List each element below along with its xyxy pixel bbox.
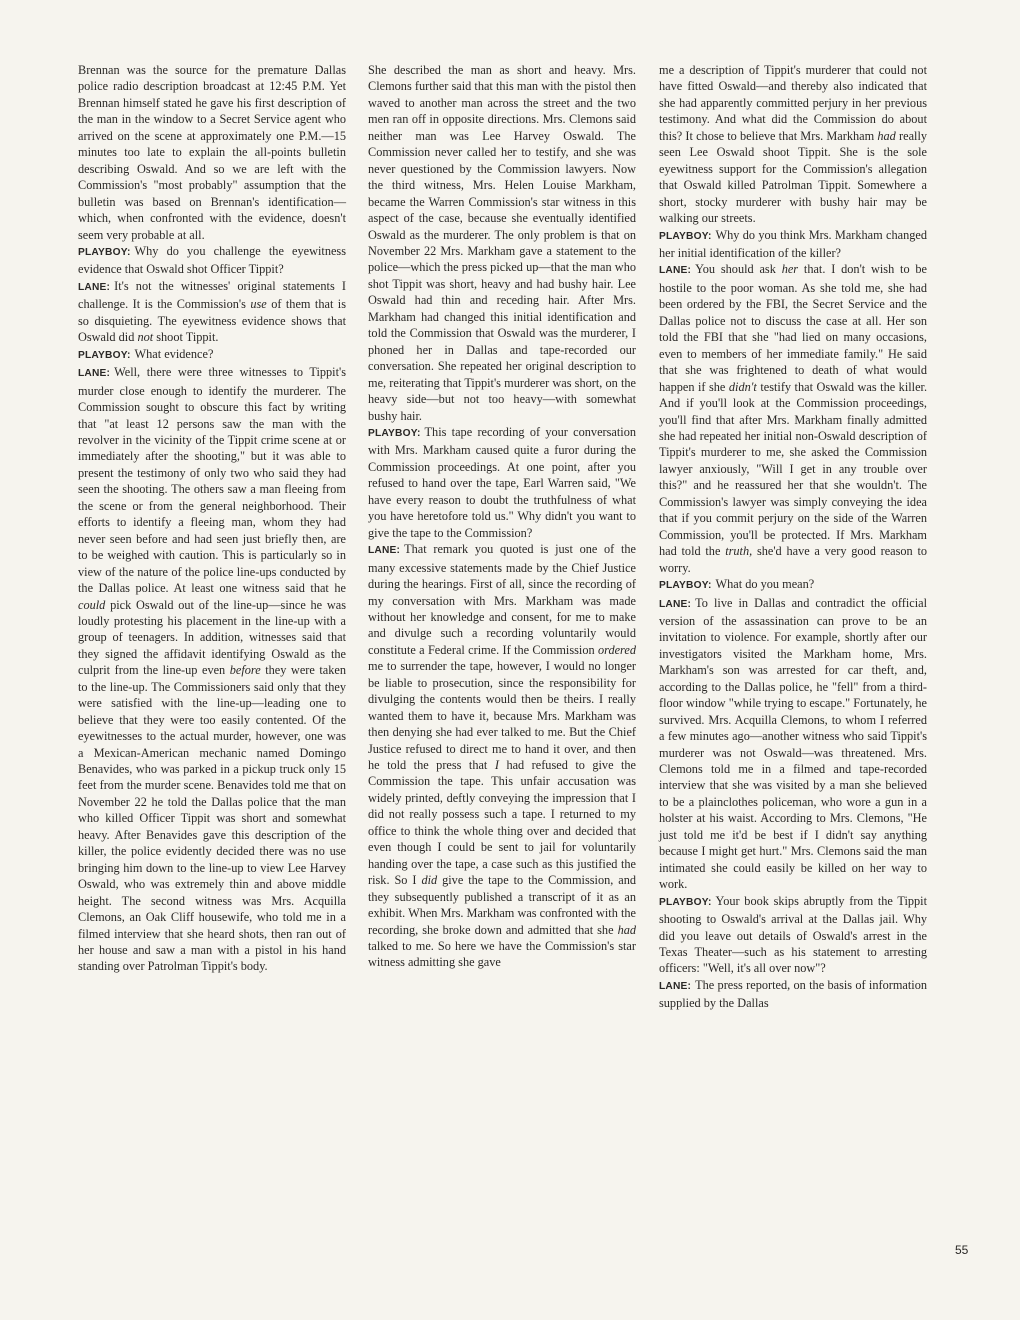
paragraph-text: talked to me. So here we have the Commission's star witness admitting she gave <box>368 939 636 970</box>
paragraph-text: That remark you quoted is just one of the many excessive statements made by the Chief Justice during the hearings. First of all, since the recording of my conversation with Mrs. Markham was made without her knowledge and consent, for me to make and divulge such a recording voluntarily would constitute a Federal crime. If the Commission <box>368 542 636 657</box>
paragraph <box>659 261 927 576</box>
page-number: 55 <box>955 1243 969 1257</box>
paragraph-text: To live in Dallas and contradict the official version of the assassination can prove to be an invitation to violence. For example, shortly after our investigators visited the Markham home, Mrs. Markham's son was arrested for car theft, and, according to the Dallas police, he "fell" from a third-floor window "while trying to escape." Fortunately, he survived. Mrs. Acquilla Clemons, to whom I referred a few minutes ago—another witness who said Tippit's murderer was not Oswald—was threatened. Mrs. Clemons told me in a filmed and tape-recorded interview that she was visited by a man she believed to be a plainclothes policeman, who wore a gun in a holster at his waist. According to Mrs. Clemons, "He just told me it'd be best if I didn't say anything because I might get hurt." Mrs. Clemons said the man intimated she could easily be killed on her way to work. <box>659 595 927 892</box>
paragraph-text: What do you mean? <box>715 577 815 592</box>
emphasis: did <box>421 873 438 888</box>
text-column-3 <box>659 62 927 1012</box>
paragraph <box>368 62 636 424</box>
speaker-label: LANE: <box>659 980 692 992</box>
paragraph-text: Why do you challenge the eyewitness evidence that Oswald shot Officer Tippit? <box>78 243 346 277</box>
paragraph <box>368 541 636 971</box>
speaker-label: LANE: <box>78 281 111 293</box>
emphasis: her <box>781 262 799 277</box>
paragraph-text: had refused to give the Commission the tape. This unfair accusation was widely printed, deftly conveying the impression that I did not really possess such a tape. I returned to my office to think the whole thing over and decided that even though I could be sent to jail for voluntarily handing over the tape, a case such as this justified the risk. So I <box>368 758 637 888</box>
paragraph-text: really seen Lee Oswald shoot Tippit. She is the sole eyewitness support for the Commission's allegation that Oswald killed Patrolman Tippit. Somewhere a short, stocky murderer with bushy hair may be walking our streets. <box>659 128 928 226</box>
paragraph <box>659 227 927 262</box>
paragraph <box>78 243 346 278</box>
speaker-label: LANE: <box>78 368 111 380</box>
paragraph-text: Well, there were three witnesses to Tippit's murder close enough to identify the murderer. The Commission sought to obscure this fact by writing that "at least 12 persons saw the man with the revolver in the vicinity of the Tippit crime scene at or immediately after the shooting," but it was able to present the testimony of only two who said they had seen the shooting. The others saw a man fleeing from the scene or from the general neighborhood. Their efforts to identify a fleeing man, whom they had never seen before and had seen just briefly then, are to be weighed with caution. This is particularly so in view of the nature of the police line-ups conducted by the Dallas police. At least one witness said that he <box>78 365 346 596</box>
paragraph-text: It's not the witnesses' original statements I challenge. It is the Commission's <box>78 278 346 312</box>
paragraph-text: Your book skips abruptly from the Tippit shooting to Oswald's arrival at the Dallas jail. Why did you leave out details of Oswald's arrest in the Texas Theater—such as his statement to arresting officers: "Well, it's all over now"? <box>659 893 927 976</box>
emphasis: I <box>494 758 499 773</box>
paragraph <box>659 576 927 594</box>
paragraph-text: shoot Tippit. <box>156 330 219 345</box>
speaker-label: PLAYBOY: <box>659 580 712 592</box>
paragraph <box>78 346 346 364</box>
paragraph-text: Why do you think Mrs. Markham changed her initial identification of the killer? <box>659 227 927 260</box>
emphasis: before <box>229 663 261 678</box>
speaker-label: PLAYBOY: <box>659 230 712 242</box>
emphasis: had <box>617 922 637 937</box>
paragraph-text: that. I don't wish to be hostile to the poor woman. As she told me, she had been ordered by the FBI, the Secret Service and the Dallas police not to discuss the case at all. Her son told the FBI that she "had lied on many occasions, even to members of her immediate family." He said that she was frightened to death of what would happen if she <box>659 262 928 394</box>
paragraph-text: give the tape to the Commission, and they subsequently published a transcript of it as an exhibit. When Mrs. Markham was confronted with the recording, she broke down and admitted that she <box>368 873 637 937</box>
speaker-label: PLAYBOY: <box>368 427 421 439</box>
emphasis: use <box>250 297 267 312</box>
paragraph <box>659 595 927 893</box>
emphasis: didn't <box>728 379 757 394</box>
emphasis: could <box>78 597 106 612</box>
paragraph <box>78 62 346 243</box>
paragraph <box>659 62 927 227</box>
paragraph-text: This tape recording of your conversation with Mrs. Markham caused quite a furor during the Commission proceedings. At one point, after you refused to hand over the tape, Earl Warren said, "We have every reason to doubt the truthfulness of what you have heretofore told us." Why didn't you want to give the tape to the Commission? <box>368 424 636 540</box>
paragraph-text: Brennan was the source for the premature Dallas police radio description broadcast at 12:45 P.M. Yet Brennan himself stated he gave his first description of the man in the window to a Secret Service agent who arrived on the scene at approximately one P.M.—15 minutes too late to explain the all-points bulletin describing Oswald. And so we are left with the Commission's "most probably" assumption that the bulletin was based on Brennan's identification—which, when confronted with the evidence, doesn't seem very probable at all. <box>78 63 346 242</box>
speaker-label: LANE: <box>368 545 401 557</box>
paragraph <box>78 278 346 346</box>
paragraph-text: You should ask <box>695 262 776 277</box>
emphasis: truth, <box>725 544 753 559</box>
speaker-label: LANE: <box>659 598 692 610</box>
paragraph-text: they were taken to the line-up. The Commissioners said only that they were satisfied with the line-up—leading one to believe that they were too easily contented. Of the eyewitnesses to the actual murder, however, one was a Mexican-American mechanic named Domingo Benavides, who was parked in a pickup truck only 15 feet from the murder scene. Benavides told me that on November 22 he told the Dallas police that the man who killed Officer Tippit was short and somewhat heavy. After Benavides gave this description of the killer, the police evidently decided there was no use bringing him down to the line-up to view Lee Harvey Oswald, who was extremely thin and above middle height. The second witness was Mrs. Acquilla Clemons, an Oak Cliff housewife, who told me in a filmed interview that she heard shots, then ran out of her house and saw a man with a pistol in his hand standing over Patrolman Tippit's body. <box>78 663 346 974</box>
paragraph <box>659 977 927 1012</box>
paragraph-text: What evidence? <box>134 346 214 361</box>
speaker-label: LANE: <box>659 265 692 277</box>
paragraph <box>78 364 346 975</box>
text-column-2 <box>368 62 636 971</box>
paragraph-text: she'd have a very good reason to worry. <box>659 544 928 575</box>
paragraph-text: She described the man as short and heavy. Mrs. Clemons further said that this man with the pistol then waved to another man across the street and the two men ran off in opposite directions. Mrs. Clemons said neither man was Lee Harvey Oswald. The Commission never called her to testify, and she was never questioned by the Commission lawyers. Now the third witness, Mrs. Helen Louise Markham, became the Warren Commission's star witness in this aspect of the case, because she eventually identified Oswald as the murderer. The only problem is that on November 22 Mrs. Markham gave a statement to the police—which the press picked up—that the man who shot Tippit was short, heavy and had bushy hair. Lee Oswald had thin and receding hair. After Mrs. Markham had changed this initial identification and told the Commission that Oswald was the murderer, I phoned her in Dallas and tape-recorded our conversation. She repeated her original description to me, reiterating that Tippit's murderer was short, on the heavy side—but not too heavy—with somewhat bushy hair. <box>368 63 636 423</box>
paragraph <box>368 424 636 541</box>
paragraph-text: me a description of Tippit's murderer that could not have fitted Oswald—and thereby also indicated that she had apparently committed perjury in her previous testimony. And what did the Commission do about this? It chose to believe that Mrs. Markham <box>659 63 927 143</box>
speaker-label: PLAYBOY: <box>78 246 131 258</box>
emphasis: ordered <box>597 642 636 657</box>
speaker-label: PLAYBOY: <box>78 349 131 361</box>
paragraph-text: pick Oswald out of the line-up—since he was loudly protesting his placement in the line-up with a group of teenagers. In addition, witnesses said that they signed the affidavit identifying Oswald as the culprit from the line-up even <box>78 597 346 678</box>
paragraph-text: testify that Oswald was the killer. And if you'll look at the Commission proceedings, you'll find that after Mrs. Markham finally admitted she had repeated her initial non-Oswald description of Tippit's murderer to me, she asked the Commission lawyer anxiously, "Will I get in any trouble over this?" and he reassured her that she wouldn't. The Commission's lawyer was simply conveying the idea that if you commit perjury on the side of the Warren Commission, you'll be protected. If Mrs. Markham had told the <box>659 379 928 559</box>
paragraph-text: The press reported, on the basis of information supplied by the Dallas <box>659 977 927 1011</box>
emphasis: had <box>877 128 896 143</box>
paragraph-text: me to surrender the tape, however, I would no longer be liable to prosecution, since the responsibility for divulging the contents would then be theirs. I really wanted them to have it, because Mrs. Markham was then denying she had ever talked to me. But the Chief Justice refused to direct me to hand it over, and then he told the press that <box>368 659 636 773</box>
emphasis: not <box>137 330 154 345</box>
paragraph-text: of them that is so disquieting. The eyewitness evidence shows that Oswald did <box>78 297 347 345</box>
paragraph <box>659 893 927 977</box>
speaker-label: PLAYBOY: <box>659 896 712 908</box>
text-column-1 <box>78 62 346 975</box>
